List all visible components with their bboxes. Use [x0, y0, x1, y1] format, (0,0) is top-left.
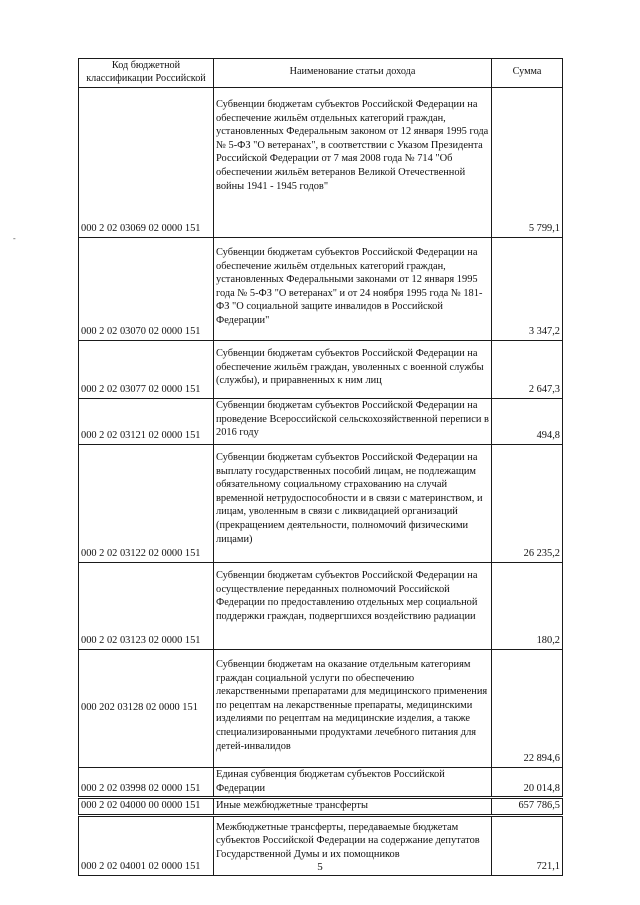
row-sum: 657 786,5 [492, 798, 563, 816]
revenue-table [78, 58, 563, 876]
row-sum: 494,8 [492, 399, 563, 445]
row-sum: 2 647,3 [492, 341, 563, 399]
row-name: Субвенции бюджетам субъектов Российской Федерации на проведение Всероссийской сельскохозяйственной переписи в 2016 году [214, 399, 492, 445]
table-header-row [79, 59, 563, 88]
document-sheet [78, 58, 562, 876]
row-sum: 721,1 [492, 815, 563, 875]
page-number: 5 [317, 861, 323, 873]
margin-mark: - [13, 234, 16, 243]
row-code: 000 2 02 03998 02 0000 151 [79, 768, 214, 798]
row-name: Субвенции бюджетам субъектов Российской Федерации на обеспечение жильём отдельных категорий граждан, установленных Федеральными законами от 12 января 1995 года № 5-ФЗ "О ветеранах" и от 24 ноября 1995 года № 181-ФЗ "О социальной защите инвалидов в Российской Федерации" [214, 238, 492, 341]
table-row [79, 399, 563, 445]
row-code: 000 2 02 04001 02 0000 151 [79, 815, 214, 875]
row-name: Субвенции бюджетам субъектов Российской Федерации на обеспечение жильём отдельных категорий граждан, установленных Федеральным законом от 12 января 1995 года № 5-ФЗ "О ветеранах", в соответствии с Указом Президента Российской Федерации от 7 мая 2008 года № 714 "Об обеспечении жильём ветеранов Великой Отечественной войны 1941 - 1945 годов" [214, 88, 492, 238]
row-code: 000 2 02 03121 02 0000 151 [79, 399, 214, 445]
table-row [79, 88, 563, 238]
row-sum: 26 235,2 [492, 445, 563, 563]
row-code: 000 2 02 04000 00 0000 151 [79, 798, 214, 816]
row-code: 000 2 02 03070 02 0000 151 [79, 238, 214, 341]
header-sum: Сумма [492, 59, 563, 88]
table-row [79, 341, 563, 399]
table-row [79, 238, 563, 341]
header-name: Наименование статьи дохода [214, 59, 492, 88]
row-sum: 3 347,2 [492, 238, 563, 341]
row-code: 000 202 03128 02 0000 151 [79, 650, 214, 768]
row-name: Единая субвенция бюджетам субъектов Российской Федерации [214, 768, 492, 798]
table-row [79, 563, 563, 650]
row-name: Субвенции бюджетам на оказание отдельным категориям граждан социальной услуги по обеспечению лекарственными препаратами для медицинского применения по рецептам на лекарственные препараты, медицинскими изделиями по рецептам на медицинские изделия, а также специализированными продуктами лечебного питания для детей-инвалидов [214, 650, 492, 768]
row-code: 000 2 02 03069 02 0000 151 [79, 88, 214, 238]
row-name: Иные межбюджетные трансферты [214, 798, 492, 816]
table-row [79, 650, 563, 768]
table-row [79, 768, 563, 798]
table-row [79, 798, 563, 816]
row-code: 000 2 02 03077 02 0000 151 [79, 341, 214, 399]
row-code: 000 2 02 03123 02 0000 151 [79, 563, 214, 650]
row-code: 000 2 02 03122 02 0000 151 [79, 445, 214, 563]
row-sum: 5 799,1 [492, 88, 563, 238]
row-name: Субвенции бюджетам субъектов Российской Федерации на обеспечение жильём граждан, уволенных с военной службы (службы), и приравненных к ним лиц [214, 341, 492, 399]
row-sum: 22 894,6 [492, 650, 563, 768]
table-row [79, 445, 563, 563]
row-sum: 180,2 [492, 563, 563, 650]
row-name: Субвенции бюджетам субъектов Российской Федерации на осуществление переданных полномочий Российской Федерации по предоставлению отдельных мер социальной поддержки граждан, подвергшихся воздействию радиации [214, 563, 492, 650]
header-code: Код бюджетной классификации Российской [79, 59, 214, 88]
row-name: Субвенции бюджетам субъектов Российской Федерации на выплату государственных пособий лицам, не подлежащим обязательному социальному страхованию на случай временной нетрудоспособности и в связи с материнством, и лицам, уволенным в связи с ликвидацией организаций (прекращением деятельности, полномочий физическими лицами) [214, 445, 492, 563]
row-name: Межбюджетные трансферты, передаваемые бюджетам субъектов Российской Федерации на содержание депутатов Государственной Думы и их помощников [214, 815, 492, 875]
row-sum: 20 014,8 [492, 768, 563, 798]
